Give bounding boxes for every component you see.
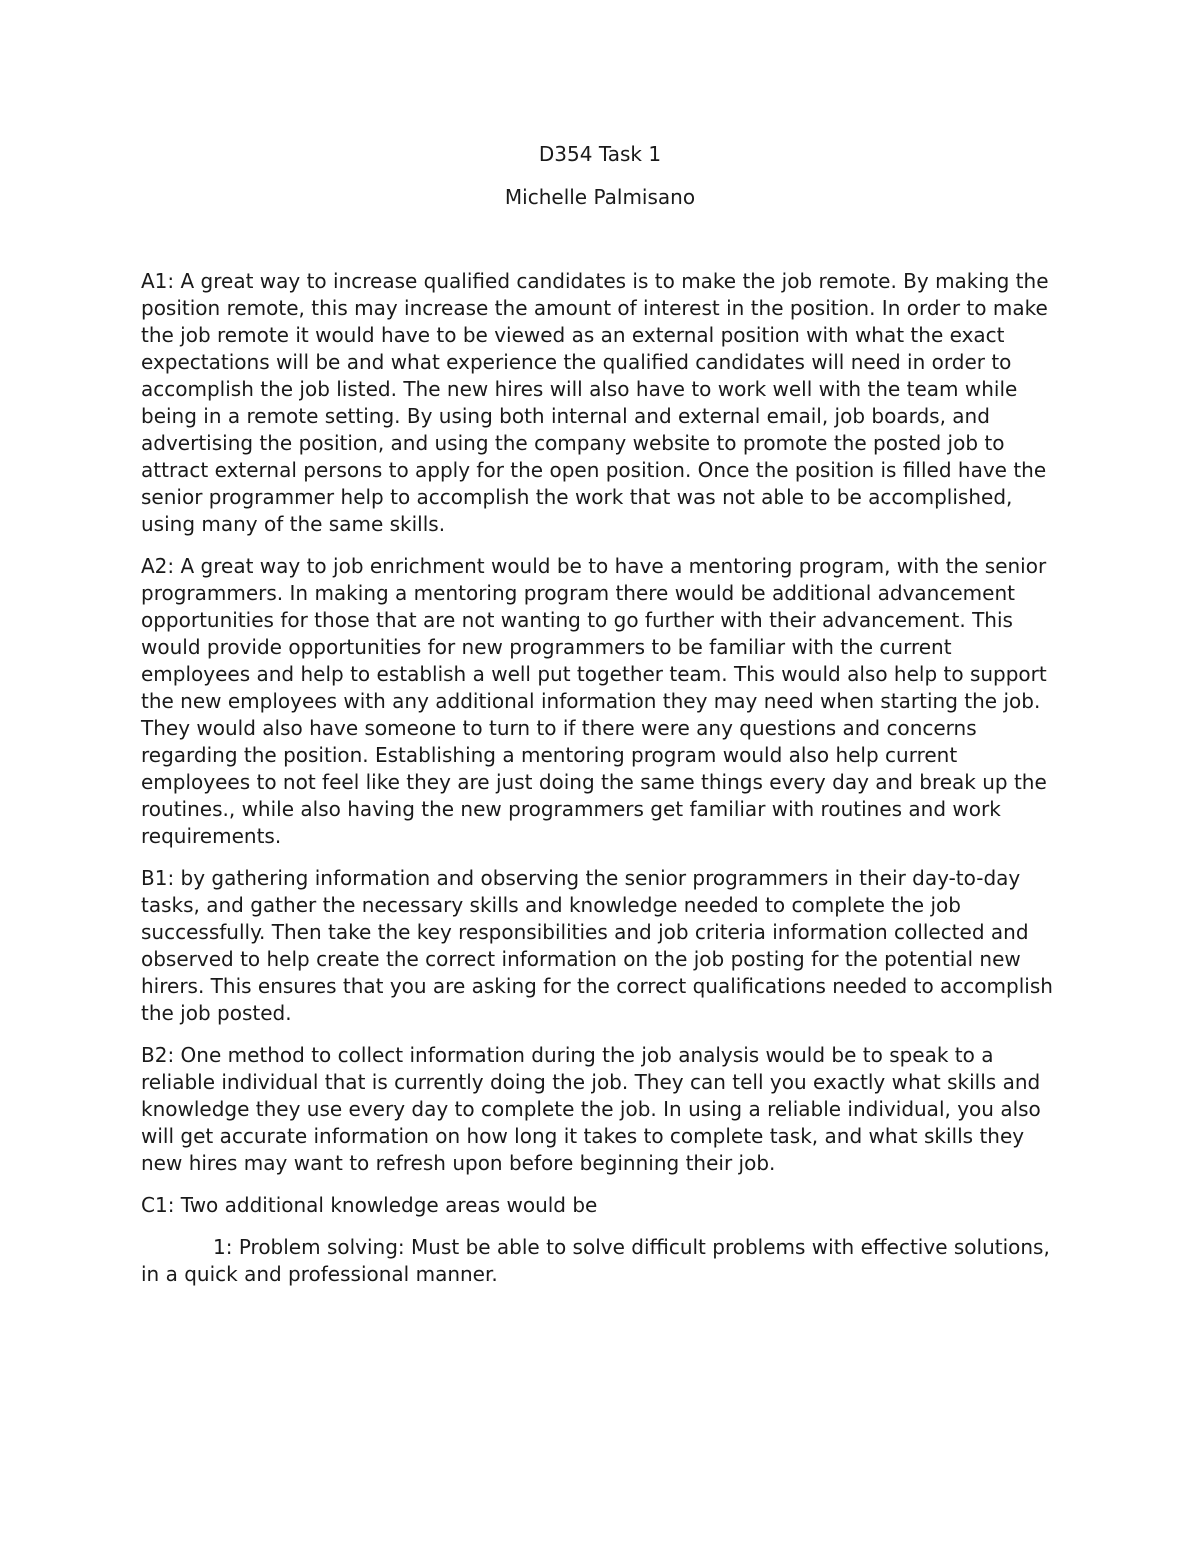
document-body <box>141 268 1061 1303</box>
paragraph-a1: A1: A great way to increase qualified candidates is to make the job remote. By making the position remote, this may increase the amount of interest in the position. In order to make the job remote it would have to be viewed as an external position with what the exact expectations will be and what experience the qualified candidates will need in order to accomplish the job listed. The new hires will also have to work well with the team while being in a remote setting. By using both internal and external email, job boards, and advertising the position, and using the company website to promote the posted job to attract external persons to apply for the open position. Once the position is filled have the senior programmer help to accomplish the work that was not able to be accomplished, using many of the same skills. <box>141 269 1049 536</box>
document-author: Michelle Palmisano <box>504 185 696 209</box>
paragraph-b2: B2: One method to collect information during the job analysis would be to speak to a reliable individual that is currently doing the job. They can tell you exactly what skills and knowledge they use every day to complete the job. In using a reliable individual, you also will get accurate information on how long it takes to complete task, and what skills they new hires may want to refresh upon before beginning their job. <box>141 1043 1041 1175</box>
paragraph-b1: B1: by gathering information and observing the senior programmers in their day-to-day tasks, and gather the necessary skills and knowledge needed to complete the job successfully. Then take the key responsibilities and job criteria information collected and observed to help create the correct information on the job posting for the potential new hirers. This ensures that you are asking for the correct qualifications needed to accomplish the job posted. <box>141 866 1053 1025</box>
paragraph-c1-item-1: 1: Problem solving: Must be able to solve difficult problems with effective solutions, in a quick and professional manner. <box>141 1235 1050 1286</box>
document-title: D354 Task 1 <box>538 142 662 166</box>
paragraph-a2: A2: A great way to job enrichment would be to have a mentoring program, with the senior programmers. In making a mentoring program there would be additional advancement opportunities for those that are not wanting to go further with their advancement. This would provide opportunities for new programmers to be familiar with the current employees and help to establish a well put together team. This would also help to support the new employees with any additional information they may need when starting the job. They would also have someone to turn to if there were any questions and concerns regarding the position. Establishing a mentoring program would also help current employees to not feel like they are just doing the same things every day and break up the routines., while also having the new programmers get familiar with routines and work requirements. <box>141 554 1047 848</box>
paragraph-c1: C1: Two additional knowledge areas would be <box>141 1193 598 1217</box>
